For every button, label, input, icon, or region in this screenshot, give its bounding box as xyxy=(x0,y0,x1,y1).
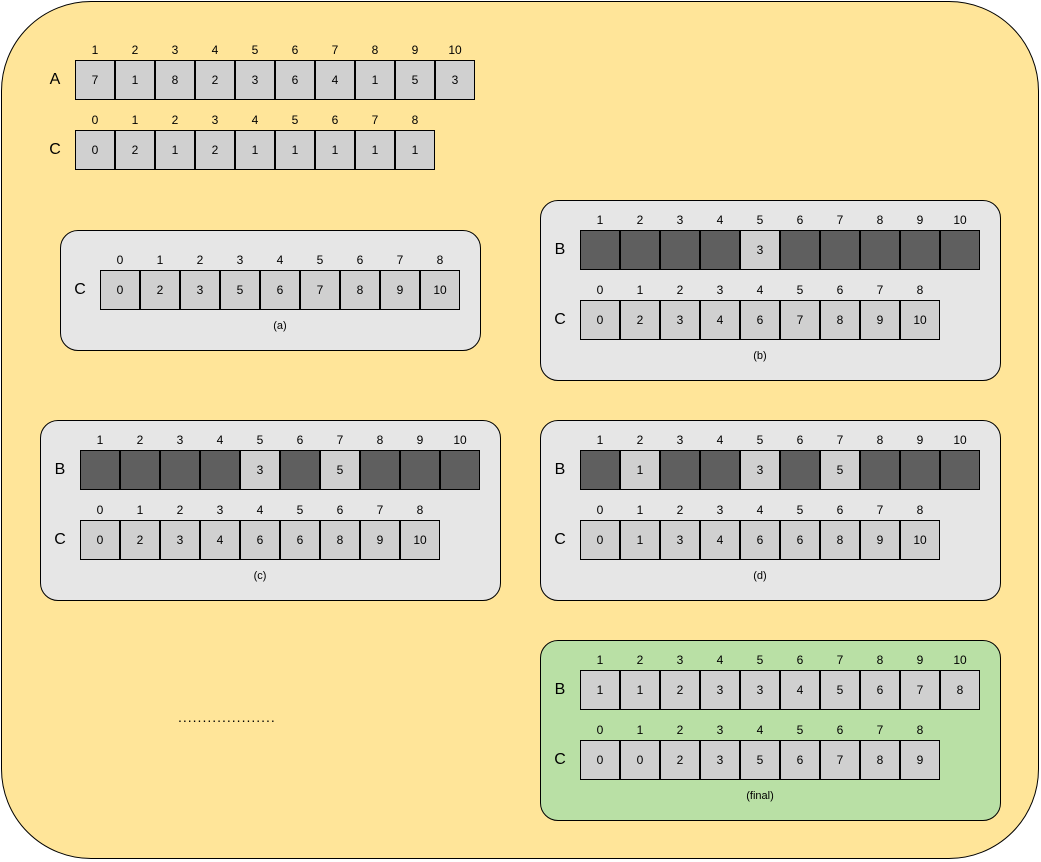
index-label: 1 xyxy=(636,283,644,297)
array-cell: 7 xyxy=(820,740,860,780)
index-label: 8 xyxy=(436,253,444,267)
index-label: 5 xyxy=(796,283,804,297)
array-cell-empty xyxy=(780,450,820,490)
index-label: 5 xyxy=(256,433,264,447)
array-cell: 7 xyxy=(300,270,340,310)
array-cell: 0 xyxy=(100,270,140,310)
array-cell: 6 xyxy=(860,670,900,710)
index-label: 3 xyxy=(216,503,224,517)
array-cell: 5 xyxy=(320,450,360,490)
index-label: 7 xyxy=(376,503,384,517)
index-label: 5 xyxy=(756,653,764,667)
array-cell: 2 xyxy=(195,130,235,170)
index-label: 4 xyxy=(756,723,764,737)
index-label: 6 xyxy=(836,503,844,517)
index-label: 1 xyxy=(596,213,604,227)
index-label: 2 xyxy=(636,213,644,227)
array-label-B-b: B xyxy=(554,241,566,258)
array-cell: 10 xyxy=(420,270,460,310)
array-cell: 1 xyxy=(275,130,315,170)
array-cell: 6 xyxy=(280,520,320,560)
array-cell: 1 xyxy=(620,670,660,710)
array-cell: 2 xyxy=(115,130,155,170)
caption-a: (a) xyxy=(273,320,287,332)
array-cell: 1 xyxy=(580,670,620,710)
index-label: 8 xyxy=(916,723,924,737)
array-cell-empty xyxy=(900,450,940,490)
index-label: 6 xyxy=(836,723,844,737)
index-label: 6 xyxy=(331,113,339,127)
index-label: 3 xyxy=(676,433,684,447)
array-cell-empty xyxy=(940,230,980,270)
array-cell: 5 xyxy=(220,270,260,310)
index-label: 5 xyxy=(796,503,804,517)
array-cell: 3 xyxy=(240,450,280,490)
array-cell: 7 xyxy=(75,60,115,100)
index-label: 5 xyxy=(756,213,764,227)
index-label: 8 xyxy=(916,503,924,517)
array-cell-empty xyxy=(400,450,440,490)
array-cell: 4 xyxy=(780,670,820,710)
array-cell: 3 xyxy=(740,230,780,270)
caption-b: (b) xyxy=(753,350,767,362)
index-label: 3 xyxy=(236,253,244,267)
array-cell: 9 xyxy=(380,270,420,310)
index-label: 0 xyxy=(596,283,604,297)
array-cell: 0 xyxy=(620,740,660,780)
array-cell-empty xyxy=(440,450,480,490)
array-cell: 1 xyxy=(235,130,275,170)
array-cell: 4 xyxy=(315,60,355,100)
index-label: 10 xyxy=(953,213,967,227)
index-label: 3 xyxy=(211,113,219,127)
index-label: 0 xyxy=(596,723,604,737)
array-cell: 2 xyxy=(660,670,700,710)
array-cell: 2 xyxy=(195,60,235,100)
index-label: 4 xyxy=(716,433,724,447)
array-cell: 5 xyxy=(820,670,860,710)
index-label: 0 xyxy=(596,503,604,517)
array-cell-empty xyxy=(360,450,400,490)
array-label-C-c: C xyxy=(54,531,66,548)
index-label: 6 xyxy=(796,433,804,447)
index-label: 6 xyxy=(291,43,299,57)
array-cell: 6 xyxy=(740,300,780,340)
index-label: 2 xyxy=(636,653,644,667)
index-label: 7 xyxy=(836,213,844,227)
array-cell: 7 xyxy=(900,670,940,710)
index-label: 1 xyxy=(136,503,144,517)
index-label: 6 xyxy=(796,213,804,227)
array-cell: 6 xyxy=(780,520,820,560)
index-label: 10 xyxy=(953,433,967,447)
array-cell: 4 xyxy=(700,520,740,560)
index-label: 9 xyxy=(411,43,419,57)
array-cell-empty xyxy=(80,450,120,490)
array-label-B-c: B xyxy=(54,461,66,478)
array-cell: 6 xyxy=(740,520,780,560)
index-label: 4 xyxy=(216,433,224,447)
caption-c: (c) xyxy=(253,570,267,582)
index-label: 8 xyxy=(411,113,419,127)
array-cell: 2 xyxy=(660,740,700,780)
index-label: 5 xyxy=(316,253,324,267)
index-label: 2 xyxy=(171,113,179,127)
index-label: 3 xyxy=(176,433,184,447)
array-cell: 6 xyxy=(275,60,315,100)
index-label: 6 xyxy=(836,283,844,297)
index-label: 1 xyxy=(91,43,99,57)
index-label: 8 xyxy=(916,283,924,297)
array-cell: 3 xyxy=(660,520,700,560)
array-cell: 0 xyxy=(580,520,620,560)
array-cell: 3 xyxy=(180,270,220,310)
array-cell: 1 xyxy=(155,130,195,170)
array-cell: 10 xyxy=(900,300,940,340)
array-cell: 1 xyxy=(355,60,395,100)
index-label: 7 xyxy=(371,113,379,127)
array-cell: 3 xyxy=(700,740,740,780)
array-cell: 4 xyxy=(200,520,240,560)
array-cell: 1 xyxy=(115,60,155,100)
index-label: 1 xyxy=(131,113,139,127)
array-cell: 8 xyxy=(820,300,860,340)
array-cell-empty xyxy=(700,230,740,270)
array-cell-empty xyxy=(700,450,740,490)
array-cell: 8 xyxy=(860,740,900,780)
index-label: 9 xyxy=(916,433,924,447)
array-cell: 1 xyxy=(355,130,395,170)
array-cell: 3 xyxy=(740,450,780,490)
index-label: 4 xyxy=(276,253,284,267)
index-label: 0 xyxy=(96,503,104,517)
array-cell: 9 xyxy=(860,520,900,560)
array-cell: 3 xyxy=(235,60,275,100)
array-cell-empty xyxy=(200,450,240,490)
index-label: 8 xyxy=(876,653,884,667)
index-label: 1 xyxy=(596,433,604,447)
index-label: 1 xyxy=(636,503,644,517)
index-label: 6 xyxy=(356,253,364,267)
array-cell: 1 xyxy=(315,130,355,170)
index-label: 4 xyxy=(211,43,219,57)
array-cell-empty xyxy=(580,450,620,490)
index-label: 7 xyxy=(331,43,339,57)
array-label-C-top: C xyxy=(49,141,61,158)
index-label: 3 xyxy=(716,503,724,517)
index-label: 0 xyxy=(91,113,99,127)
index-label: 8 xyxy=(876,213,884,227)
index-label: 4 xyxy=(716,653,724,667)
index-label: 7 xyxy=(836,433,844,447)
array-cell: 6 xyxy=(260,270,300,310)
index-label: 5 xyxy=(756,433,764,447)
array-cell: 5 xyxy=(395,60,435,100)
index-label: 5 xyxy=(796,723,804,737)
index-label: 6 xyxy=(796,653,804,667)
index-label: 0 xyxy=(116,253,124,267)
array-cell-empty xyxy=(940,450,980,490)
array-cell-empty xyxy=(280,450,320,490)
index-label: 8 xyxy=(376,433,384,447)
array-label-C-final: C xyxy=(554,751,566,768)
array-cell-empty xyxy=(120,450,160,490)
index-label: 7 xyxy=(876,283,884,297)
array-cell: 8 xyxy=(820,520,860,560)
caption-d: (d) xyxy=(753,570,767,582)
index-label: 2 xyxy=(176,503,184,517)
array-cell: 1 xyxy=(395,130,435,170)
index-label: 1 xyxy=(156,253,164,267)
array-cell: 2 xyxy=(140,270,180,310)
array-label-C-d: C xyxy=(554,531,566,548)
index-label: 3 xyxy=(171,43,179,57)
array-cell: 3 xyxy=(660,300,700,340)
index-label: 3 xyxy=(716,283,724,297)
array-label-A-top: A xyxy=(49,71,61,88)
index-label: 5 xyxy=(296,503,304,517)
array-cell: 8 xyxy=(940,670,980,710)
array-cell: 8 xyxy=(320,520,360,560)
array-cell: 2 xyxy=(620,300,660,340)
array-cell: 10 xyxy=(400,520,440,560)
index-label: 9 xyxy=(916,653,924,667)
index-label: 4 xyxy=(756,283,764,297)
array-label-C-b: C xyxy=(554,311,566,328)
array-cell-empty xyxy=(160,450,200,490)
array-label-B-final: B xyxy=(554,681,566,698)
index-label: 5 xyxy=(251,43,259,57)
array-cell-empty xyxy=(860,230,900,270)
index-label: 3 xyxy=(716,723,724,737)
array-cell: 3 xyxy=(740,670,780,710)
array-cell-empty xyxy=(580,230,620,270)
index-label: 1 xyxy=(596,653,604,667)
index-label: 8 xyxy=(371,43,379,57)
index-label: 2 xyxy=(676,503,684,517)
array-cell: 7 xyxy=(780,300,820,340)
index-label: 2 xyxy=(676,283,684,297)
index-label: 9 xyxy=(416,433,424,447)
array-cell: 1 xyxy=(620,450,660,490)
array-cell: 2 xyxy=(120,520,160,560)
array-cell-empty xyxy=(780,230,820,270)
array-cell: 8 xyxy=(155,60,195,100)
index-label: 3 xyxy=(676,653,684,667)
array-cell: 5 xyxy=(740,740,780,780)
index-label: 1 xyxy=(96,433,104,447)
array-cell-empty xyxy=(660,230,700,270)
index-label: 2 xyxy=(636,433,644,447)
array-cell: 3 xyxy=(435,60,475,100)
index-label: 3 xyxy=(676,213,684,227)
index-label: 6 xyxy=(296,433,304,447)
array-cell-empty xyxy=(660,450,700,490)
index-label: 6 xyxy=(336,503,344,517)
array-cell-empty xyxy=(620,230,660,270)
index-label: 5 xyxy=(291,113,299,127)
array-cell: 0 xyxy=(580,740,620,780)
index-label: 7 xyxy=(336,433,344,447)
array-cell: 10 xyxy=(900,520,940,560)
index-label: 7 xyxy=(876,503,884,517)
index-label: 9 xyxy=(916,213,924,227)
array-cell: 6 xyxy=(780,740,820,780)
index-label: 10 xyxy=(953,653,967,667)
index-label: 7 xyxy=(876,723,884,737)
array-cell: 1 xyxy=(620,520,660,560)
array-cell-empty xyxy=(820,230,860,270)
array-cell: 0 xyxy=(75,130,115,170)
index-label: 2 xyxy=(136,433,144,447)
array-cell: 4 xyxy=(700,300,740,340)
index-label: 4 xyxy=(251,113,259,127)
index-label: 7 xyxy=(836,653,844,667)
index-label: 1 xyxy=(636,723,644,737)
array-label-C-a: C xyxy=(74,281,86,298)
index-label: 2 xyxy=(196,253,204,267)
array-cell: 3 xyxy=(160,520,200,560)
array-cell: 0 xyxy=(580,300,620,340)
index-label: 10 xyxy=(448,43,462,57)
array-cell: 5 xyxy=(820,450,860,490)
index-label: 4 xyxy=(756,503,764,517)
index-label: 10 xyxy=(453,433,467,447)
index-label: 2 xyxy=(676,723,684,737)
array-cell: 9 xyxy=(900,740,940,780)
array-cell: 9 xyxy=(360,520,400,560)
ellipsis: .................... xyxy=(178,709,276,725)
index-label: 4 xyxy=(256,503,264,517)
array-cell-empty xyxy=(860,450,900,490)
array-cell: 9 xyxy=(860,300,900,340)
array-label-B-d: B xyxy=(554,461,566,478)
array-cell: 6 xyxy=(240,520,280,560)
index-label: 8 xyxy=(416,503,424,517)
caption-final: (final) xyxy=(746,790,774,802)
index-label: 7 xyxy=(396,253,404,267)
index-label: 4 xyxy=(716,213,724,227)
array-cell-empty xyxy=(900,230,940,270)
array-cell: 0 xyxy=(80,520,120,560)
index-label: 2 xyxy=(131,43,139,57)
array-cell: 8 xyxy=(340,270,380,310)
array-cell: 3 xyxy=(700,670,740,710)
index-label: 8 xyxy=(876,433,884,447)
